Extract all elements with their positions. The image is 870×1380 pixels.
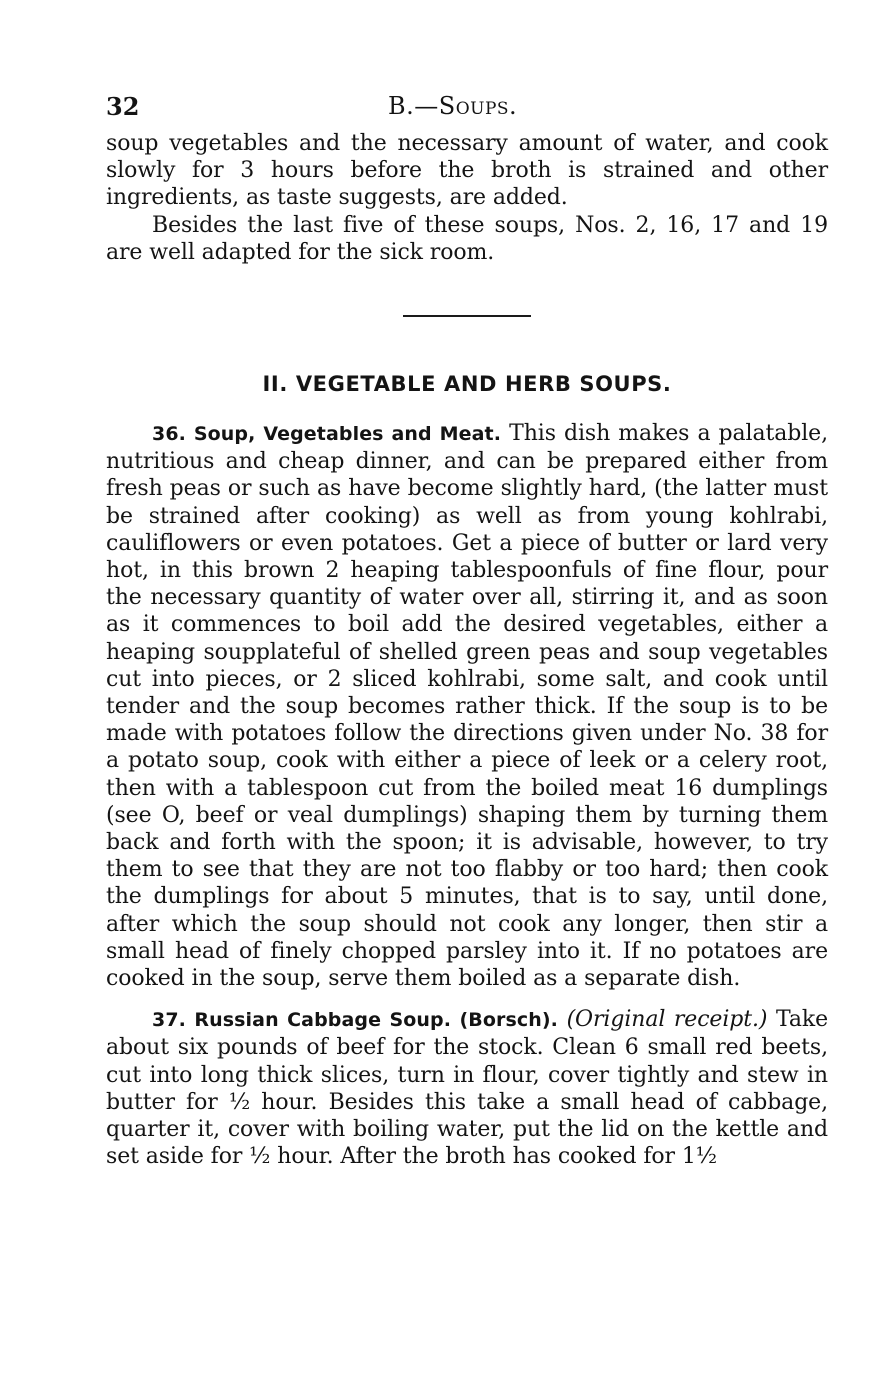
page-header: [106, 92, 828, 124]
intro-paragraph-1: soup vegetables and the necessary amount of water, and cook slowly for 3 hours before the broth is strained and other ingredients, as taste suggests, are added.: [106, 131, 828, 211]
running-head-prefix: B.—: [388, 92, 439, 120]
section-title: II. VEGETABLE AND HERB SOUPS.: [262, 372, 672, 397]
recipe-36-title: 36. Soup, Vegetables and Meat.: [152, 423, 502, 446]
intro-paragraph-2: Besides the last five of these soups, Nos. 2, 16, 17 and 19 are well adapted for the sick room.: [106, 212, 828, 265]
book-page: [106, 92, 828, 1171]
recipe-36-body: This dish makes a palatable, nutritious and cheap dinner, and can be prepared either from fresh peas or such as have become slightly hard, (the latter must be strained after cooking) as well as from young kohlrabi, cauliflowers or even potatoes. Get a piece of butter or lard very hot, in this brown 2 heaping tablespoonfuls of fine flour, pour the necessary quantity of water over all, stirring it, and as soon as it commences to boil add the desired vegetables, either a heaping soupplateful of shelled green peas and soup vegetables cut into pieces, or 2 sliced kohlrabi, some salt, and cook until tender and the soup becomes rather thick. If the soup is to be made with potatoes follow the directions given under No. 38 for a potato soup, cook with either a piece of leek or a celery root, then with a tablespoon cut from the boiled meat 16 dumplings (see O, beef or veal dumplings) shaping them by turning them back and forth with the spoon; it is advisable, however, to try them to see that they are not too flabby or too hard; then cook the dumplings for about 5 minutes, that is to say, until done, after which the soup should not cook any longer, then stir a small head of finely chopped parsley into it. If no potatoes are cooked in the soup, serve them boiled as a separate dish.: [106, 421, 828, 992]
recipe-37-title: 37. Russian Cabbage Soup. (Borsch).: [152, 1009, 558, 1032]
recipe-37-note: (Original receipt.): [566, 1007, 768, 1033]
recipe-36: [106, 420, 828, 992]
running-head-word: Soups.: [438, 92, 518, 120]
section-divider: [403, 315, 531, 317]
running-head: [388, 92, 517, 120]
recipe-37-body: Take about six pounds of beef for the stock. Clean 6 small red beets, cut into long thick slices, turn in flour, cover tightly and stew in butter for ½ hour. Besides this take a small head of cabbage, quarter it, cover with boiling water, put the lid on the kettle and set aside for ½ hour. After the broth has cooked for 1½: [106, 1007, 828, 1170]
page-number: 32: [106, 92, 140, 121]
recipe-37: [106, 1006, 828, 1170]
